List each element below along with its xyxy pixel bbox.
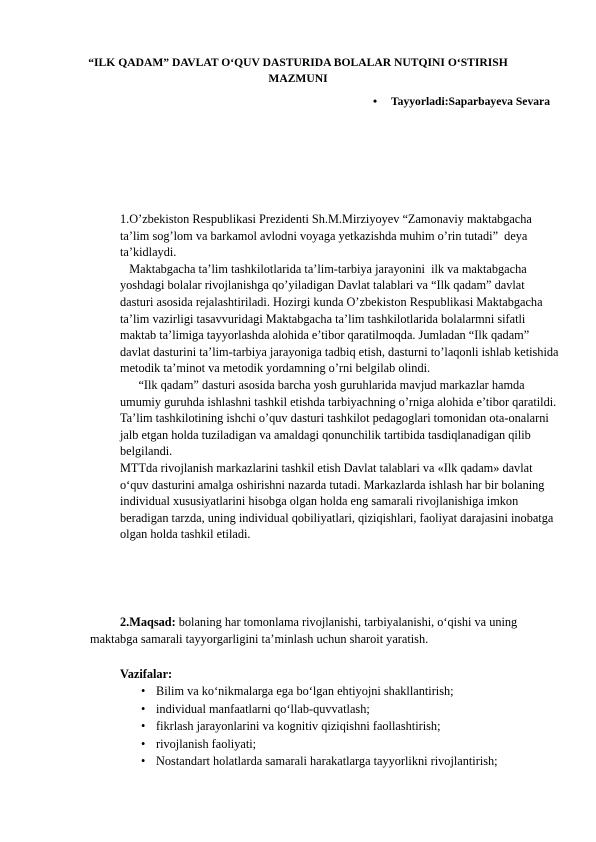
goal-section [90,614,560,647]
list-item-text: fikrlash jarayonlarini va kognitiv qiziqishni faollashtirish; [156,719,441,733]
list-item [120,736,560,754]
list-item [120,683,560,701]
list-item-text: rivojlanish faoliyati; [156,736,257,751]
bullet-icon: • [372,95,377,108]
body-text [120,211,563,543]
tasks-heading: Vazifalar: [120,667,173,681]
paragraph-4: MTTda rivojlanish markazlarini tashkil etish Davlat talablari va «Ilk qadam» davlat o‘quv dasturini amalga oshirishni nazarda tutadi. Markazlarda ishlash har bir bolaning individual xususiyatlarini hisobga olgan holda eng samarali rivojlanishiga imkon beradigan tarzda, uning individual qobiliyatlari, qiziqishlari, faoliyat darajasini inobatga olgan holda tashkil etiladi. [120,460,557,542]
author-line [373,94,550,110]
list-item [120,753,560,771]
bullet-icon: • [141,684,146,698]
list-item-text: Bilim va ko‘nikmalarga ega bo‘lgan ehtiyojni shakllantirish; [156,684,454,698]
goal-paragraph [90,614,560,647]
bullet-icon: • [141,736,146,751]
document-title: “ILK QADAM” DAVLAT O‘QUV DASTURIDA BOLALAR NUTQINI O‘STIRISH MAZMUNI [88,56,508,85]
paragraph-1: 1.O’zbekiston Respublikasi Prezidenti Sh.M.Mirziyoyev “Zamonaviy maktabgacha ta’lim sog’lom va barkamol avlodni voyaga yetkazishda muhim o’rin tutadi” deya ta’kidlaydi. [120,212,535,260]
bullet-icon: • [141,701,146,716]
goal-text: bolaning har tomonlama rivojlanishi, tarbiyalanishi, o‘qishi va uning maktabga samarali tayyorgarligini ta’minlash uchun sharoit yaratish. [90,615,518,646]
paragraph-3: “Ilk qadam” dasturi asosida barcha yosh guruhlarida mavjud markazlar hamda umumiy guruhda ishlashni tashkil etishda tarbiyachning o’rniga alohida e’tibor qaratildi. Ta’lim tashkilotining ishchi o’quv dasturi tashkilot pedagoglari tomonidan ota-onalarni jalb etgan holda tuziladigan va amaldagi qonunchilik tartibida tasdiqlanadigan qilib belgilandi. [120,377,563,459]
list-item [120,718,560,736]
list-item-text: Nostandart holatlarda samarali harakatlarga tayyorlikni rivojlantirish; [156,754,498,768]
goal-label: 2.Maqsad: [120,615,176,629]
author-name: Tayyorladi:Saparbayeva Sevara [391,95,550,108]
paragraph-2: Maktabgacha ta’lim tashkilotlarida ta’lim-tarbiya jarayonini ilk va maktabgacha yoshdagi bolalar rivojlanishga qo’yiladigan Davlat talablari va “Ilk qadam” davlat dasturi asosida rejalashtiriladi. Hozirgi kunda O’zbekiston Respublikasi Maktabgacha ta’lim vazirligi tasavvuridagi Maktabgacha ta’lim tashkilotlarida bolalarmni sifatli maktab ta’limiga tayyorlashda alohida e’tibor qaratilmoqda. Jumladan “Ilk qadam” davlat dasturini ta’lim-tarbiya jarayoniga tadbiq etish, dasturni to’laqonli ishlab ketishida metodik ta’minot va metodik yordamning o’rni belgilab olindi. [120,261,562,376]
bullet-icon: • [141,719,146,733]
list-item [120,701,560,719]
list-item-text: individual manfaatlarni qo‘llab-quvvatlash; [156,701,370,716]
tasks-list [120,683,560,771]
bullet-icon: • [141,754,146,768]
